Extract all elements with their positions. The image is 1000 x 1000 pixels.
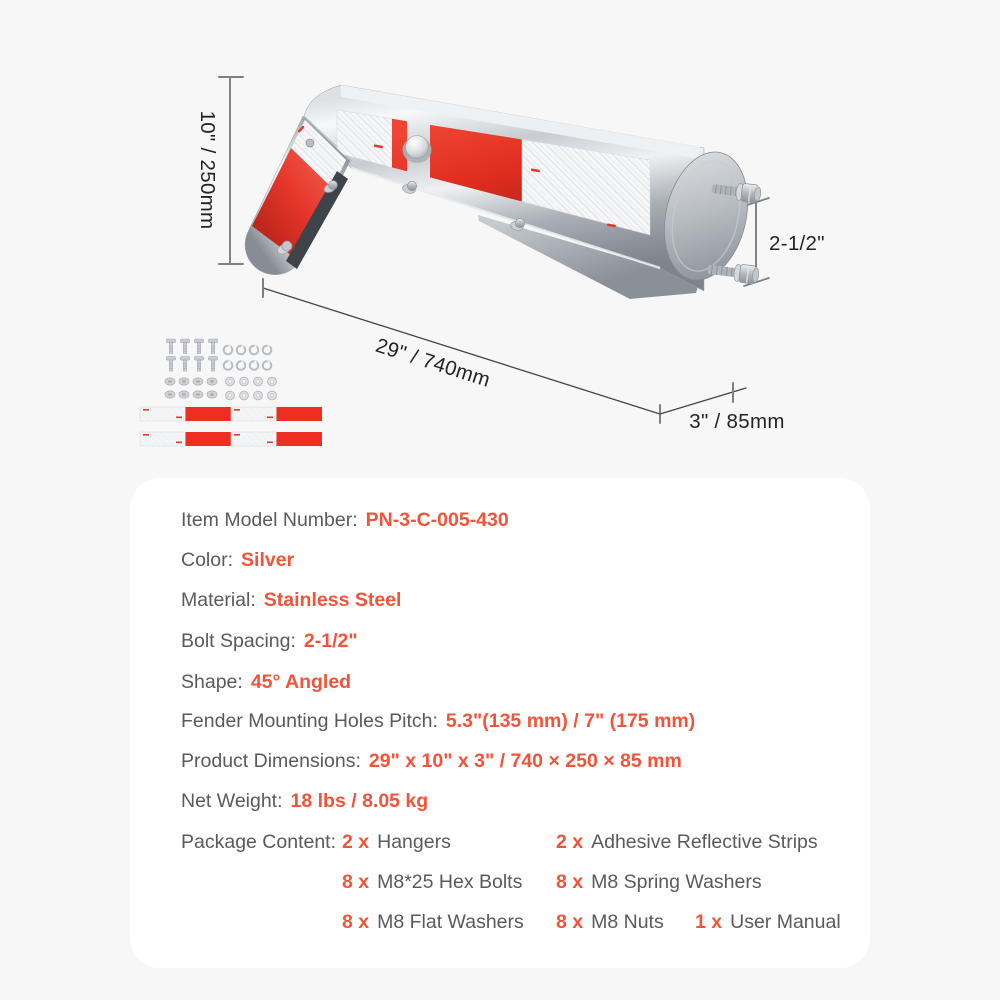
- spring-washers-group: [224, 345, 272, 369]
- spring-washer-icon: [250, 361, 259, 370]
- spec-row: [181, 587, 856, 613]
- package-content-row: [181, 909, 856, 935]
- hex-bolt-icon: [181, 357, 190, 372]
- hex-nut-icon: [179, 378, 189, 385]
- package-item: [556, 869, 762, 895]
- length-dimension: [263, 279, 660, 423]
- hex-nut-icon: [179, 391, 189, 398]
- hex-bolt-icon: [195, 357, 204, 372]
- flat-washer-icon: [226, 377, 235, 386]
- hardware-kit: [165, 339, 276, 400]
- depth-dimension-label: 3" / 85mm: [689, 410, 785, 433]
- package-item-name: Hangers: [377, 831, 451, 853]
- hex-nut-icon: [193, 391, 203, 398]
- package-item-qty: 8 x: [556, 911, 584, 933]
- flat-washers-group: [226, 377, 277, 400]
- flat-washer-icon: [268, 377, 277, 386]
- spec-label: Product Dimensions:: [181, 750, 361, 772]
- flat-washer-icon: [254, 391, 263, 400]
- spec-label: Material:: [181, 589, 256, 611]
- reflective-strip: [140, 432, 322, 446]
- spring-washer-icon: [250, 345, 259, 354]
- spring-washer-icon: [237, 345, 246, 354]
- hex-nut-icon: [207, 378, 217, 385]
- package-item: [342, 829, 451, 855]
- bolt-spacing-label: 2-1/2": [769, 232, 825, 255]
- package-item-qty: 8 x: [342, 911, 370, 933]
- spring-washer-icon: [263, 345, 272, 354]
- hex-bolts-group: [167, 339, 218, 371]
- arm-screw-icon: [306, 139, 314, 147]
- hex-bolt-icon: [167, 357, 176, 372]
- spec-row: [181, 788, 856, 814]
- package-item-name: M8 Flat Washers: [377, 911, 524, 933]
- hex-bolt-icon: [167, 339, 176, 354]
- flat-washer-icon: [240, 391, 249, 400]
- package-item: [695, 909, 841, 935]
- spring-washer-icon: [224, 361, 233, 370]
- hex-bolt-icon: [181, 339, 190, 354]
- spec-value: PN-3-C-005-430: [365, 509, 509, 531]
- reflective-strip: [140, 407, 322, 421]
- hex-nut-icon: [193, 378, 203, 385]
- flat-washer-icon: [254, 377, 263, 386]
- package-item: [556, 909, 664, 935]
- package-item: [556, 829, 818, 855]
- package-item-qty: 1 x: [695, 911, 723, 933]
- package-item-name: Adhesive Reflective Strips: [591, 831, 818, 853]
- package-content-label: Package Content:: [181, 831, 337, 853]
- package-item-qty: 2 x: [556, 831, 584, 853]
- package-item-qty: 8 x: [342, 871, 370, 893]
- spec-row: [181, 507, 856, 533]
- spec-label: Item Model Number:: [181, 509, 358, 531]
- hex-nut-icon: [165, 391, 175, 398]
- package-content-row: [181, 829, 856, 855]
- height-dimension: [219, 77, 243, 264]
- package-item-qty: 8 x: [556, 871, 584, 893]
- package-item-name: M8*25 Hex Bolts: [377, 871, 523, 893]
- spec-label: Shape:: [181, 671, 243, 693]
- spring-washer-icon: [237, 361, 246, 370]
- spec-row: [181, 628, 856, 654]
- product-dimension-diagram: [0, 0, 1000, 472]
- spec-value: Stainless Steel: [263, 589, 402, 611]
- spec-label: Fender Mounting Holes Pitch:: [181, 710, 438, 732]
- spec-label: Net Weight:: [181, 790, 283, 812]
- flat-washer-icon: [226, 391, 235, 400]
- hex-nut-icon: [165, 378, 175, 385]
- flat-washer-icon: [268, 391, 277, 400]
- spring-washer-icon: [224, 345, 233, 354]
- spec-row: [181, 748, 856, 774]
- spec-row: [181, 669, 856, 695]
- flat-washer-icon: [240, 377, 249, 386]
- length-dimension-label: 29" / 740mm: [372, 333, 494, 392]
- adhesive-reflective-strips: [140, 407, 322, 446]
- spec-value: 2-1/2": [303, 630, 358, 652]
- hanger-illustration: [245, 85, 762, 299]
- package-item-name: M8 Spring Washers: [591, 871, 762, 893]
- package-item-name: M8 Nuts: [591, 911, 664, 933]
- spec-label: Color:: [181, 549, 234, 571]
- hex-nuts-group: [165, 378, 217, 398]
- spec-value: 18 lbs / 8.05 kg: [290, 790, 429, 812]
- spec-value: 29" x 10" x 3" / 740 × 250 × 85 mm: [368, 750, 682, 772]
- spec-row: [181, 547, 856, 573]
- spec-value: 5.3"(135 mm) / 7" (175 mm): [445, 710, 696, 732]
- spring-washer-icon: [263, 361, 272, 370]
- hex-bolt-icon: [195, 339, 204, 354]
- height-dimension-label: 10" / 250mm: [196, 110, 219, 230]
- hex-bolt-icon: [209, 357, 218, 372]
- spec-value: 45° Angled: [250, 671, 352, 693]
- length-dimension-line: [263, 288, 660, 414]
- spec-card: [130, 478, 870, 968]
- package-item: [342, 869, 522, 895]
- package-content-row: [181, 869, 856, 895]
- spec-row: [181, 708, 856, 734]
- hex-bolt-icon: [209, 339, 218, 354]
- spec-label: Bolt Spacing:: [181, 630, 296, 652]
- dome-bolt-icon: [406, 136, 429, 159]
- package-item-name: User Manual: [730, 911, 841, 933]
- hex-nut-icon: [207, 391, 217, 398]
- package-item-qty: 2 x: [342, 831, 370, 853]
- spec-value: Silver: [241, 549, 295, 571]
- package-item: [342, 909, 524, 935]
